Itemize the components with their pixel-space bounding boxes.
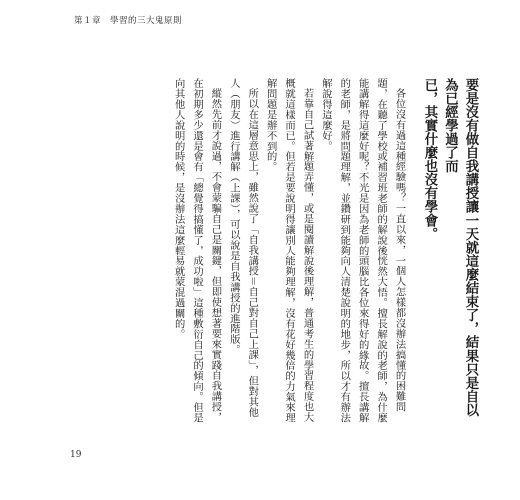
page-number: 19 [70, 450, 82, 460]
body-paragraph: 所以在這層意思上，雖然說了「自我講授＝自己對自己上課」，但對其他人（朋友）進行講解（上課），可以說是自我講授的進階版。 [227, 78, 259, 418]
body-paragraph: 縱然先前才說過，不會蒙騙自己是關鍵，但即使想著要來實踐自我講授，在初期多少還是會有「總覺得搞懂了，成功啦」這種敷衍自己的傾向。但是向其他人說明的時候，是沒辦法這麼輕易就蒙混過關的。 [172, 78, 222, 423]
body-paragraph: 各位沒有過這種經驗嗎？一直以來，一個人怎樣都沒辦法搞懂的困難問題，在聽了學校或補習班老師的解說後恍然大悟。擅長解說的老師，為什麼能講解得這麼好呢？不光是因為老師的頭腦比各位來得好的緣故。擅長講解的老師，是將問題理解，並鑽研到能夠向人清楚說明的地步，所以才有辦法解說得這麼好。 [319, 78, 406, 423]
heading-line: 已，其實什麼也沒有學會。 [422, 78, 437, 241]
running-head: 第１章 學習的三大鬼原則 [74, 16, 183, 26]
vertical-text-block [169, 78, 480, 424]
body-paragraph: 若靠自己試著解題弄懂，或是閱讀解說後理解，普通考生的學習程度也大概就這樣而已。但若是要說明得讓別人能夠理解，沒有花好幾倍的力氣來理解問題是辦不到的。 [264, 78, 314, 423]
heading-line: 要是沒有做自我講授讓一天就這麼結束了，結果只是自以為已經學過了而 [442, 78, 478, 417]
chapter-heading [419, 78, 481, 424]
